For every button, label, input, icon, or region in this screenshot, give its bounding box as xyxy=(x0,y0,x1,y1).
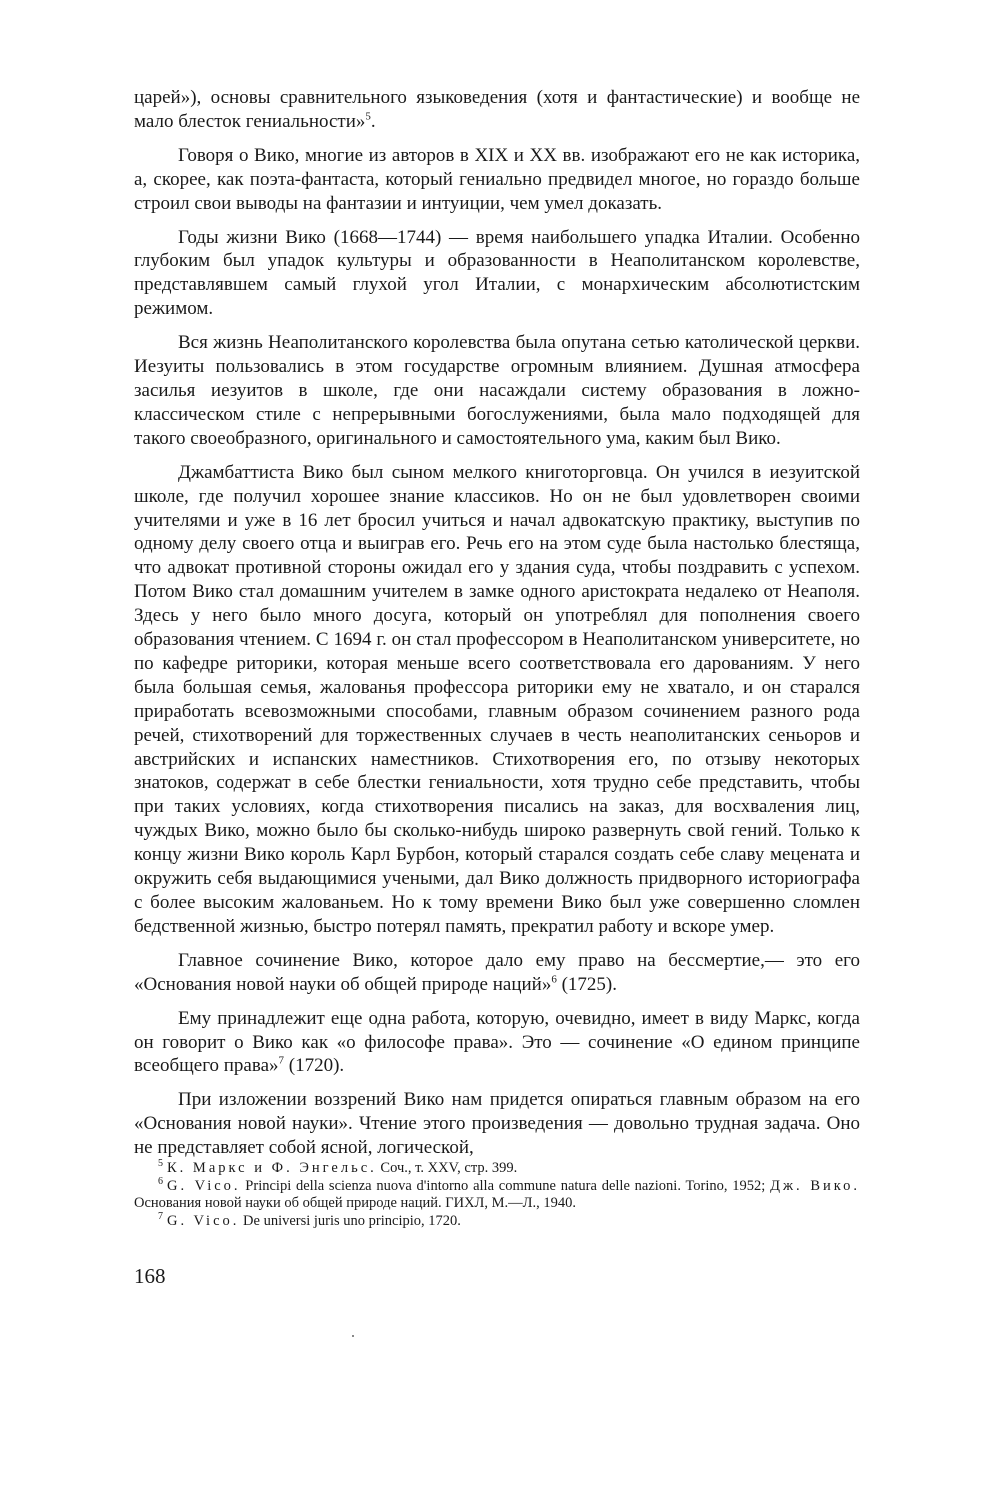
footnote-7: $^7$ G. Vico. De universi juris uno principio, 1720. xyxy=(158,1210,461,1229)
paragraph-6: Главное сочинение Вико, которое дало ему право на бессмертие,— это его «Основания новой науки об общей природе наций»$^6$ (1725). xyxy=(134,949,860,995)
footnotes xyxy=(134,1160,860,1230)
paragraph-4: Вся жизнь Неаполитанского королевства была опутана сетью католической церкви. Иезуиты пользовались в этом государстве огромным влиянием. Душная атмосфера засилья иезуитов в школе, где они насаждали систему образования в ложно-классическом стиле с непрерывными богослужениями, была мало подходящей для такого своеобразного, оригинального и самостоятельного ума, каким был Вико. xyxy=(134,332,860,449)
print-speck xyxy=(352,1335,354,1337)
paragraph-7: Ему принадлежит еще одна работа, которую, очевидно, имеет в виду Маркс, когда он говорит о Вико как «о философе права». Это — сочинение «О едином принципе всеобщего права»$^7$ (1720). xyxy=(134,1007,860,1077)
paragraph-8: При изложении воззрений Вико нам придется опираться главным образом на его «Основания новой науки». Чтение этого произведения — довольно трудная задача. Оно не представляет собой ясной, логической, xyxy=(134,1089,860,1159)
footnote-ref-5: 5 xyxy=(365,110,371,123)
page-number: 168 xyxy=(134,1264,166,1288)
footnote-ref-6: 6 xyxy=(551,973,557,986)
paragraph-3: Годы жизни Вико (1668—1744) — время наибольшего упадка Италии. Особенно глубоким был упадок культуры и образованности в Неаполитанском королевстве, представлявшем самый глухой угол Италии, с монархическим абсолютистским режимом. xyxy=(134,226,860,320)
paragraph-1: царей»), основы сравнительного языковедения (хотя и фантастические) и вообще не мало блесток гениальности»$^5$. xyxy=(134,87,860,132)
paragraph-5: Джамбаттиста Вико был сыном мелкого книготорговца. Он учился в иезуитской школе, где получил хорошее знание классиков. Но он не был удовлетворен своими учителями и уже в 16 лет бросил учиться и начал адвокатскую практику, выступив по одному делу своего отца и выиграв его. Речь его на этом суде была настолько блестяща, что адвокат противной стороны ожидал его у здания суда, чтобы поздравить с успехом. Потом Вико стал домашним учителем в замке одного аристократа недалеко от Неаполя. Здесь у него было много досуга, который он употреблял для пополнения своего образования чтением. С 1694 г. он стал профессором в Неаполитанском университете, но по кафедре риторики, которая меньше всего соответствовала его дарованиям. У него была большая семья, жалованья профессора риторики ему не хватало, и он старался приработать всевозможными способами, главным образом сочинением разного рода речей, стихотворений для торжественных случаев в честь неаполитанских сеньоров и австрийских и испанских наместников. Стихотворения его, по отзыву некоторых знатоков, содержат в себе блестки гениальности, хотя трудно себе представить, чтобы при таких условиях, когда стихотворения писались на заказ, для восхваления лиц, чуждых Вико, можно было бы сколько-нибудь широко развернуть свой гений. Только к концу жизни Вико король Карл Бурбон, который старался создать себе славу мецената и окружить себя выдающимися учеными, дал Вико должность придворного историографа с более высоким жалованьем. Но к тому времени Вико был уже совершенно сломлен бедственной жизнью, быстро потерял память, прекратил работу и вскоре умер. xyxy=(134,461,860,937)
main-text xyxy=(134,86,860,1170)
paragraph-2: Говоря о Вико, многие из авторов в XIX и XX вв. изображают его не как историка, а, скорее, как поэта-фантаста, который гениально предвидел многое, но гораздо больше строил свои выводы на фантазии и интуиции, чем умел доказать. xyxy=(134,144,860,214)
footnote-ref-7: 7 xyxy=(278,1055,285,1068)
footnote-5: $^5$ К. Маркс и Ф. Энгельс. Соч., т. XXV, стр. 399. xyxy=(158,1158,518,1176)
footnote-6: $^6$ G. Vico. Principi della scienza nuova d'intorno alla commune natura delle nazioni. Torino, 1952; Дж. Вико. Основания новой науки об общей природе наций. ГИХЛ, М.—Л., 1940. xyxy=(134,1175,860,1211)
